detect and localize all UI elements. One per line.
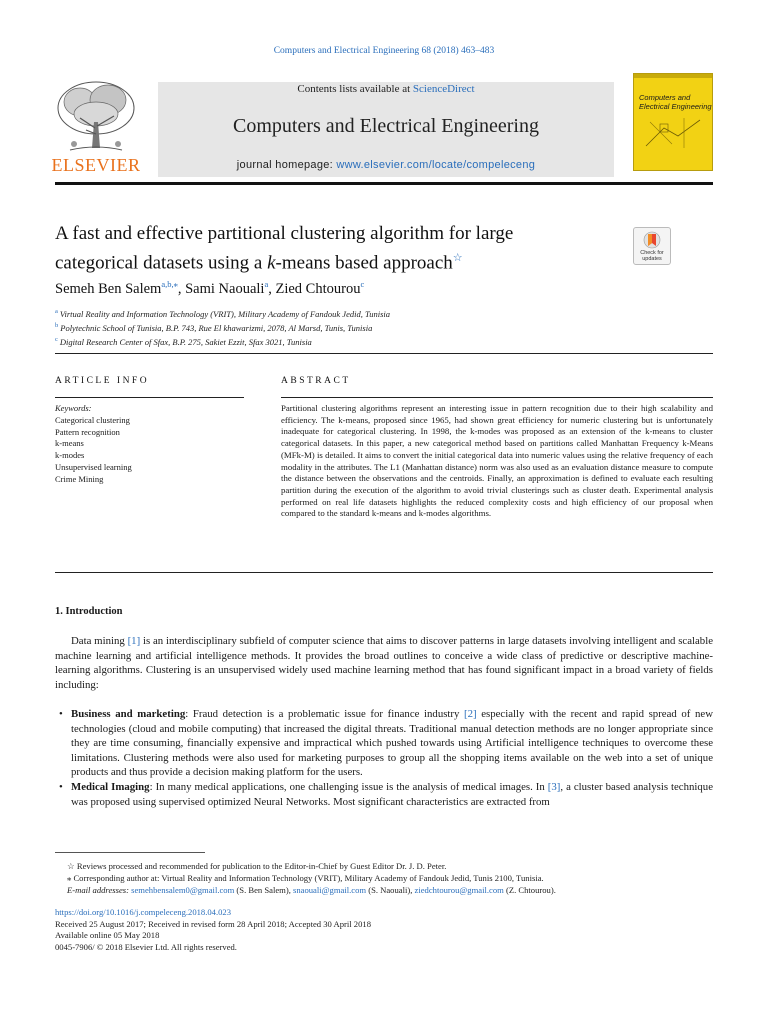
abstract-text: Partitional clustering algorithms represent an interesting issue in pattern recognition due to their high scalability and efficiency. The k-means, proposed since 1965, had shown great efficiency for numeric clustering but is unfortunately inadequate for categorical clustering. In 1998, the k-modes was proposed as an extension of the k-means to cluster categorical datasets. In this paper, a new categorical method based on partitions called Manhattan Frequency k-Means (MFk-M) is detailed. It aims to convert the initial categorical data into numeric values using the relative frequency of each modality in the attributes. The L1 (Manhattan distance) norm was also used as an evaluation distance measure to compute the distance between the observations and the centroids. Finally, an approximation is defined to evaluate each resulting partition during the execution of the algorithm to avoid trivial clusterings such as cluster death. Experimental analysis performed on real life datasets highlights the reduced complexity costs and high efficiency of our proposal when compared to the standard k-means and k-modes algorithms. — [281, 403, 713, 519]
circuit-illustration-icon — [644, 116, 702, 150]
author-1[interactable]: Semeh Ben Salem — [55, 280, 162, 297]
title-k: k — [267, 252, 276, 274]
badge-line-1: Check for — [640, 250, 664, 256]
cover-title — [639, 94, 712, 111]
email-link[interactable]: snaouali@gmail.com — [293, 885, 367, 895]
bullet-title: Business and marketing — [71, 708, 186, 720]
abstract-divider — [281, 397, 713, 398]
intro-paragraph — [55, 634, 713, 692]
doi-link[interactable]: https://doi.org/10.1016/j.compeleceng.2018.04.023 — [55, 907, 231, 917]
contents-line — [158, 83, 614, 95]
homepage-line — [158, 159, 614, 171]
list-item — [55, 780, 713, 809]
bullet-title: Medical Imaging — [71, 780, 150, 793]
email-owner: (S. Naouali), — [366, 885, 415, 895]
author-list — [55, 279, 364, 298]
homepage-link[interactable]: www.elsevier.com/locate/compeleceng — [336, 159, 536, 171]
affiliation-item — [55, 306, 390, 320]
bullet-icon: • — [59, 780, 63, 793]
bullet-text: especially with the recent and rapid spread of new technologies (cloud and mobile computing) that increased the digital threats. Traditional manual detection methods are no longer appropriate since they are time consuming, financially expensive and impractical which pushed towards using Artificial intelligence techniques to overcome these limitations. Clustering methods were also used for marketing purposes to group all the shopping items available on the web into a set of unique products and thus provide a decision making platform for the users. — [71, 708, 713, 779]
author-1-affil[interactable]: a,b,⁎ — [161, 279, 178, 289]
keyword-item: Unsupervised learning — [55, 461, 132, 472]
reference-link[interactable]: [2] — [464, 708, 477, 720]
keywords-list — [55, 415, 132, 485]
tree-logo-icon — [50, 78, 142, 156]
homepage-prefix: journal homepage: — [236, 159, 337, 171]
author-3[interactable]: Zied Chtourou — [275, 280, 361, 297]
journal-header — [158, 82, 614, 177]
affiliation-list — [55, 306, 390, 347]
affiliation-divider — [55, 353, 713, 354]
elsevier-logo[interactable] — [50, 78, 142, 176]
author-2-affil[interactable]: a — [264, 279, 269, 289]
keyword-item: Categorical clustering — [55, 415, 130, 425]
abstract-bottom-divider — [55, 572, 713, 573]
keywords-label: Keywords: — [55, 403, 92, 413]
journal-cover-image[interactable] — [633, 73, 713, 171]
email-label: E-mail addresses: — [67, 885, 132, 895]
email-owner: (Z. Chtourou). — [503, 885, 556, 895]
author-3-affil[interactable]: c — [360, 279, 365, 289]
footnote-mark: ☆ — [67, 861, 75, 871]
footnote-text: Reviews processed and recommended for publication to the Editor-in-Chief by Guest Editor Dr. J. D. Peter. — [74, 861, 447, 871]
author-2[interactable]: Sami Naouali — [185, 280, 265, 297]
header-divider — [55, 182, 713, 185]
publication-info — [55, 907, 371, 953]
bookmark-icon — [643, 231, 661, 249]
affiliation-text: Digital Research Center of Sfax, B.P. 275, Sakiet Ezzit, Sfax 3021, Tunisia — [59, 336, 312, 347]
affiliation-tag: b — [55, 321, 59, 329]
keyword-item: k-modes — [55, 450, 85, 461]
bullet-text: , a cluster based analysis technique was proposed using supervised optimized Neural Networks. Most significant characteristics are extracted from — [71, 780, 713, 808]
cover-title-line-1: Computers and — [639, 93, 691, 102]
affiliation-item — [55, 320, 390, 334]
keyword-item: k-means — [55, 438, 84, 449]
affiliation-text: Polytechnic School of Tunisia, B.P. 743, Rue El khawarizmi, 2078, Al Marsd, Tunis, Tunisia — [60, 322, 373, 333]
footnotes — [55, 860, 556, 896]
sciencedirect-link[interactable]: ScienceDirect — [412, 83, 475, 95]
email-link[interactable]: semehbensalem0@gmail.com — [131, 885, 235, 895]
email-link[interactable]: ziedchtourou@gmail.com — [414, 885, 504, 895]
journal-title: Computers and Electrical Engineering — [232, 115, 539, 137]
bullet-text: : In many medical applications, one challenging issue is the analysis of medical images. In — [149, 780, 548, 793]
footnote-item — [55, 872, 556, 884]
author-sep: , — [177, 280, 186, 297]
badge-line-2: updates — [642, 256, 662, 262]
cover-top-band — [634, 74, 712, 78]
reference-link[interactable]: [3] — [547, 780, 561, 793]
email-footnote — [55, 884, 556, 896]
email-owner: (S. Ben Salem), — [234, 885, 293, 895]
cover-title-line-2: Electrical Engineering — [639, 101, 712, 111]
journal-reference-link[interactable]: Computers and Electrical Engineering 68 (2018) 463–483 — [273, 46, 495, 56]
article-title — [55, 222, 615, 275]
footnote-item — [55, 860, 556, 872]
affiliation-text: Virtual Reality and Information Technology (VRIT), Military Academy of Fandouk Jedid, Tunisia — [59, 308, 391, 319]
publisher-name: ELSEVIER — [51, 155, 141, 175]
affiliation-item — [55, 334, 390, 348]
bullet-text: : Fraud detection is a problematic issue for finance industry — [185, 708, 465, 720]
footnote-mark: ⁎ — [67, 873, 72, 883]
list-item — [55, 707, 713, 780]
contents-prefix: Contents lists available at — [297, 83, 413, 95]
affiliation-tag: c — [55, 335, 58, 343]
bullet-icon: • — [59, 708, 63, 720]
reference-link[interactable]: [1] — [127, 635, 141, 647]
online-date: Available online 05 May 2018 — [55, 930, 160, 941]
title-line-2 — [55, 246, 615, 275]
title-line-1: A fast and effective partitional clustering algorithm for large — [55, 223, 514, 244]
author-sep: , — [268, 280, 276, 297]
footnote-text: Corresponding author at: Virtual Reality and Information Technology (VRIT), Military Academy of Fandouk Jedid, Tunis 2100, Tunisia. — [71, 873, 544, 883]
title-footnote-star[interactable]: ☆ — [452, 252, 463, 264]
section-heading-introduction: 1. Introduction — [55, 606, 123, 617]
footnote-divider — [55, 852, 205, 853]
badge-label — [634, 250, 670, 262]
received-dates: Received 25 August 2017; Received in revised form 28 April 2018; Accepted 30 April 2018 — [55, 918, 371, 929]
check-for-updates-button[interactable] — [633, 227, 671, 265]
intro-text: Data mining — [71, 635, 128, 647]
application-list — [55, 707, 713, 809]
keyword-item: Pattern recognition — [55, 426, 120, 437]
copyright: 0045-7906/ © 2018 Elsevier Ltd. All rights reserved. — [55, 941, 237, 952]
article-info-divider — [55, 397, 244, 398]
article-info-heading: ARTICLE INFO — [55, 376, 150, 386]
affiliation-tag: a — [55, 308, 58, 315]
abstract-heading: ABSTRACT — [281, 376, 351, 386]
title-text-a: categorical datasets using a — [55, 252, 268, 274]
keyword-item: Crime Mining — [55, 473, 104, 484]
intro-text: is an interdisciplinary subfield of computer science that aims to discover patterns in large datasets involving intelligent and scalable machine learning and artificial intelligence methods. It provides the broad outlines to conceive a wide class of predictive or descriptive machine-learning algorithms. Clustering is an unsupervised widely used machine learning method that has found significant impact in a broad variety of fields including: — [55, 635, 713, 691]
title-text-b: -means based approach — [275, 252, 453, 274]
